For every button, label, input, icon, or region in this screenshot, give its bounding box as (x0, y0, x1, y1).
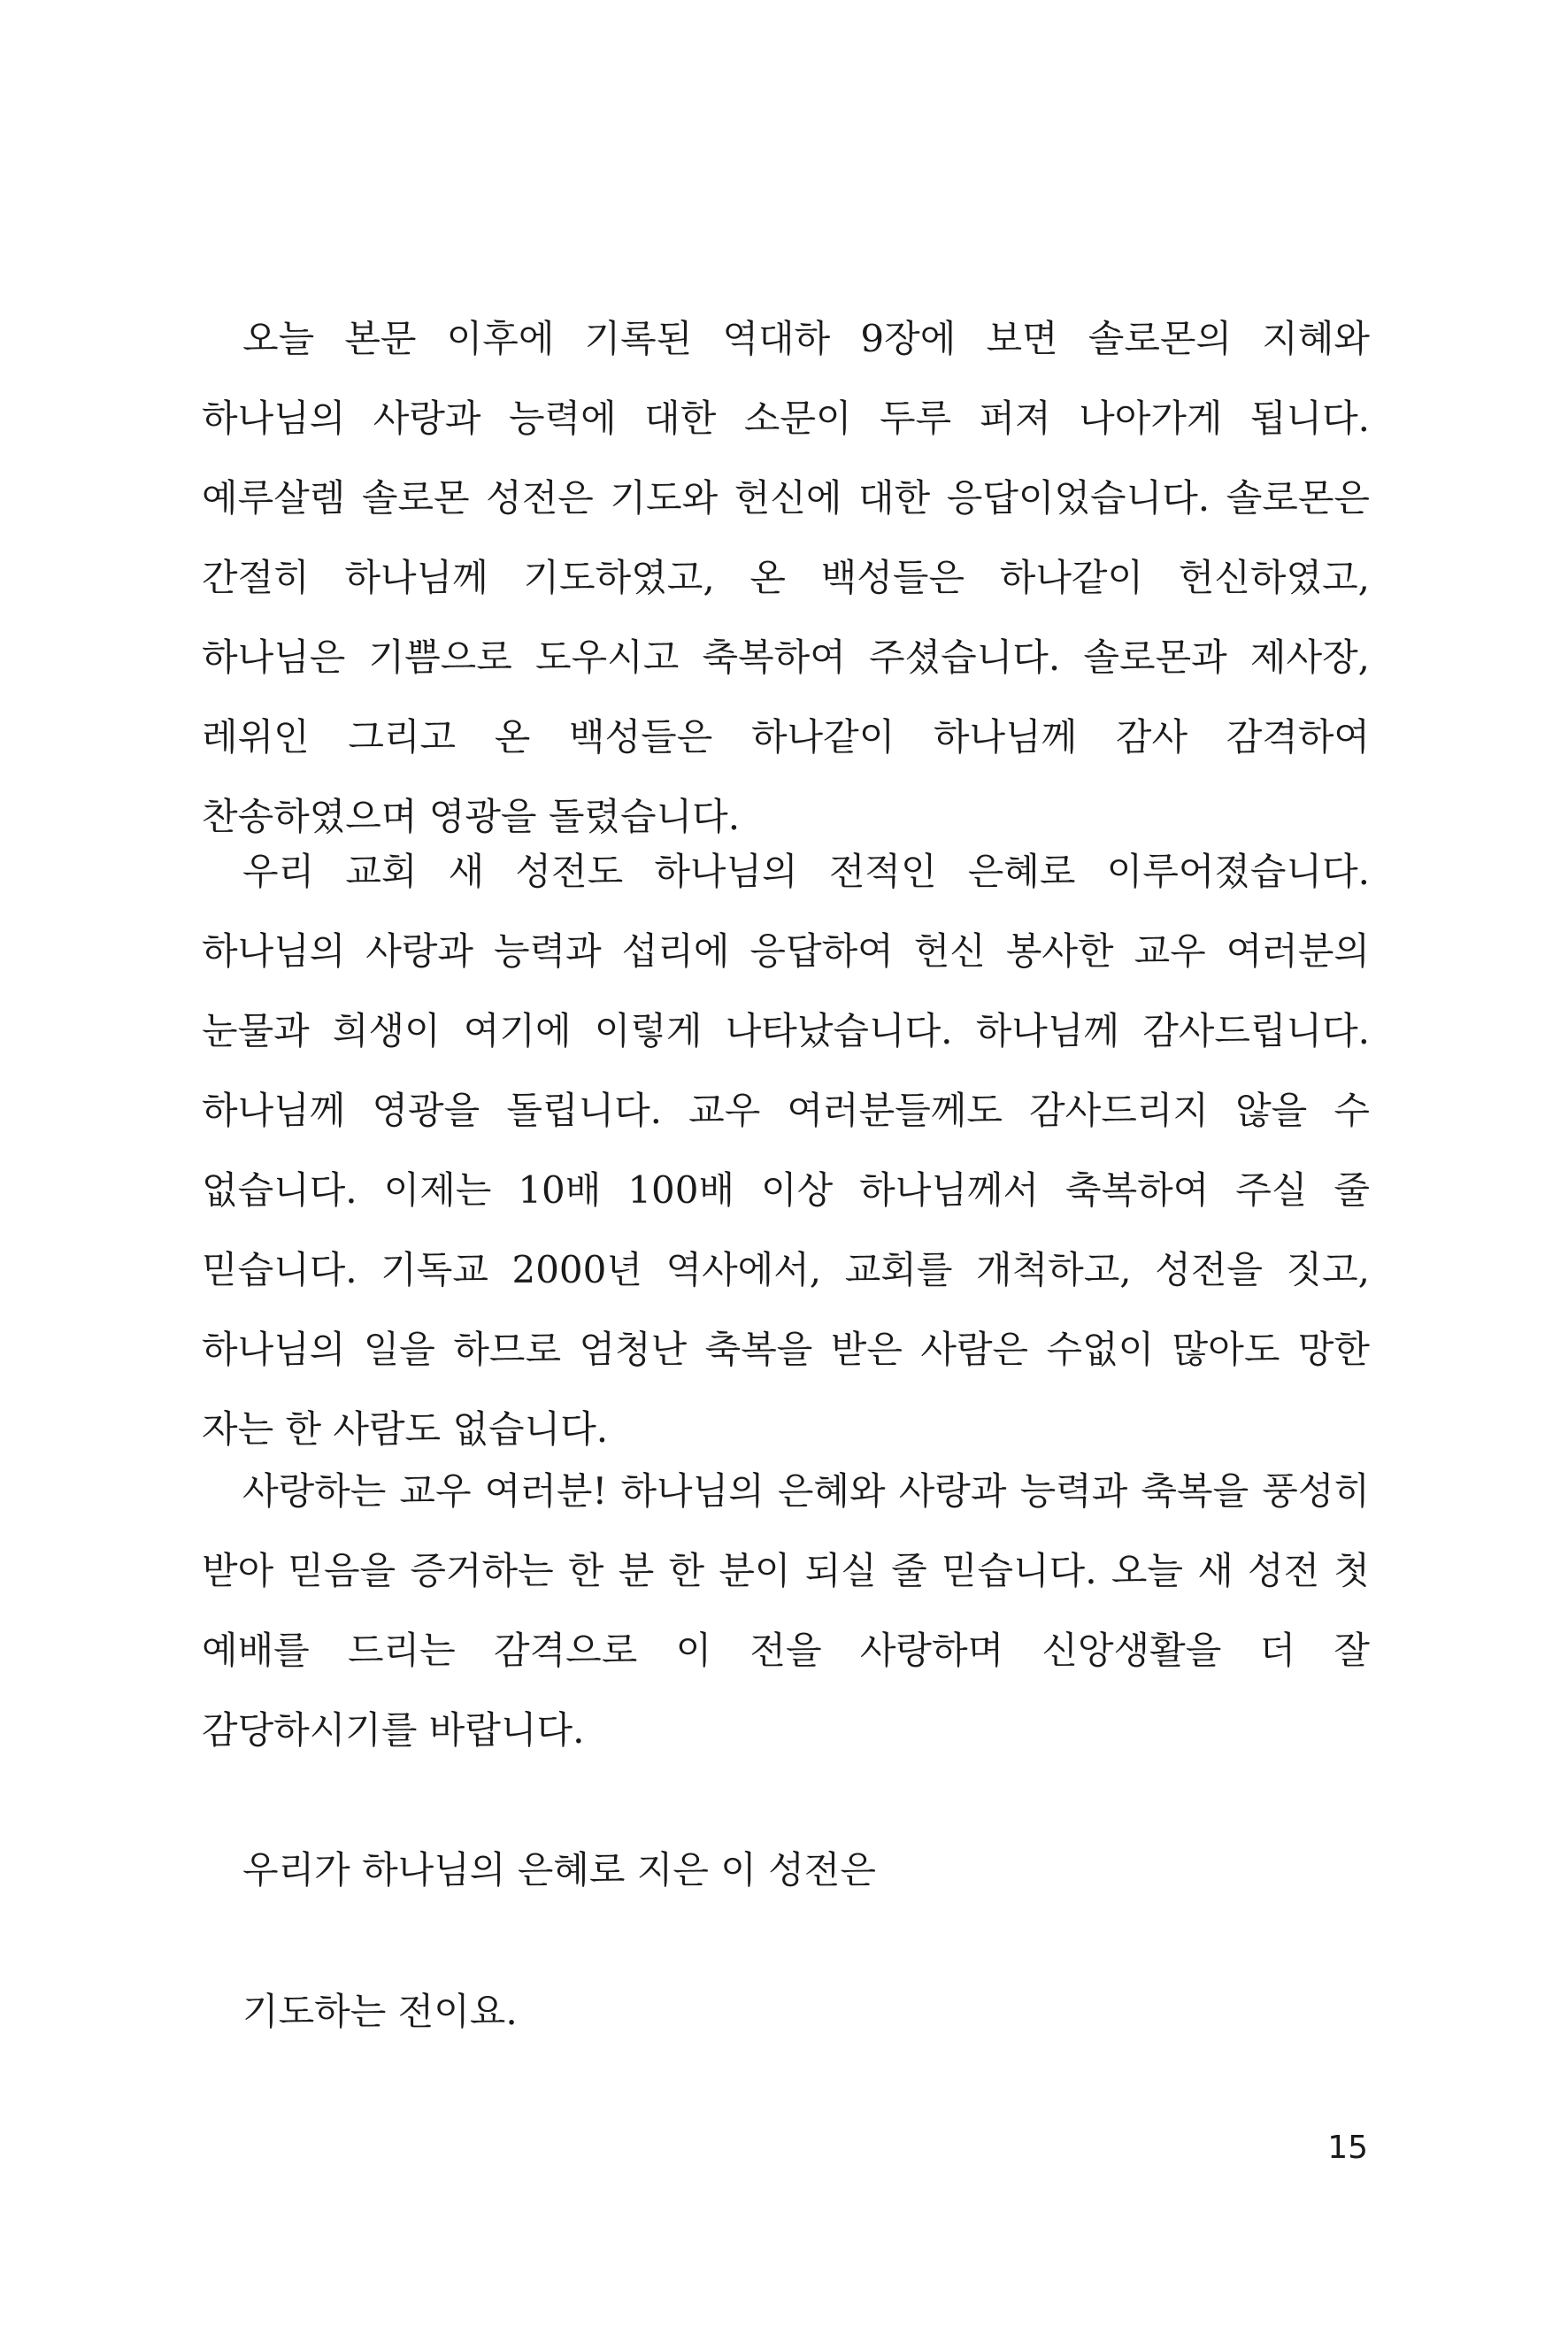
paragraph-text: 오늘 본문 이후에 기록된 역대하 9장에 보면 솔로몬의 지혜와 하나님의 사랑과 능력에 대한 소문이 두루 퍼져 나아가게 됩니다. 예루살렘 솔로몬 성전은 기도와 헌신에 대한 응답이었습니다. 솔로몬은 간절히 하나님께 기도하였고, 온 백성들은 하나같이 헌신하였고, 하나님은 기쁨으로 도우시고 축복하여 주셨습니다. 솔로몬과 제사장, 레위인 그리고 온 백성들은 하나같이 하나님께 감사 감격하여 찬송하였으며 영광을 돌렸습니다. (202, 317, 1370, 838)
paragraph-text: 사랑하는 교우 여러분! 하나님의 은혜와 사랑과 능력과 축복을 풍성히 받아 믿음을 증거하는 한 분 한 분이 되실 줄 믿습니다. 오늘 새 성전 첫 예배를 드리는 감격으로 이 전을 사랑하며 신앙생활을 더 잘 감당하시기를 바랍니다. (202, 1469, 1370, 1752)
page-number: 15 (1327, 2130, 1368, 2166)
paragraph-text: 우리 교회 새 성전도 하나님의 전적인 은혜로 이루어졌습니다. 하나님의 사랑과 능력과 섭리에 응답하여 헌신 봉사한 교우 여러분의 눈물과 희생이 여기에 이렇게 나타났습니다. 하나님께 감사드립니다. 하나님께 영광을 돌립니다. 교우 여러분들께도 감사드리지 않을 수 없습니다. 이제는 10배 100배 이상 하나님께서 축복하여 주실 줄 믿습니다. 기독교 2000년 역사에서, 교회를 개척하고, 성전을 짓고, 하나님의 일을 하므로 엄청난 축복을 받은 사람은 수없이 많아도 망한 자는 한 사람도 없습니다. (202, 850, 1370, 1451)
paragraph-2 (202, 832, 1370, 1469)
verse-line-1: 우리가 하나님의 은혜로 지은 이 성전은 (242, 1848, 876, 1891)
paragraph-3 (202, 1452, 1370, 1770)
verse-line-2: 기도하는 전이요. (242, 1990, 518, 2033)
paragraph-1 (202, 299, 1370, 857)
